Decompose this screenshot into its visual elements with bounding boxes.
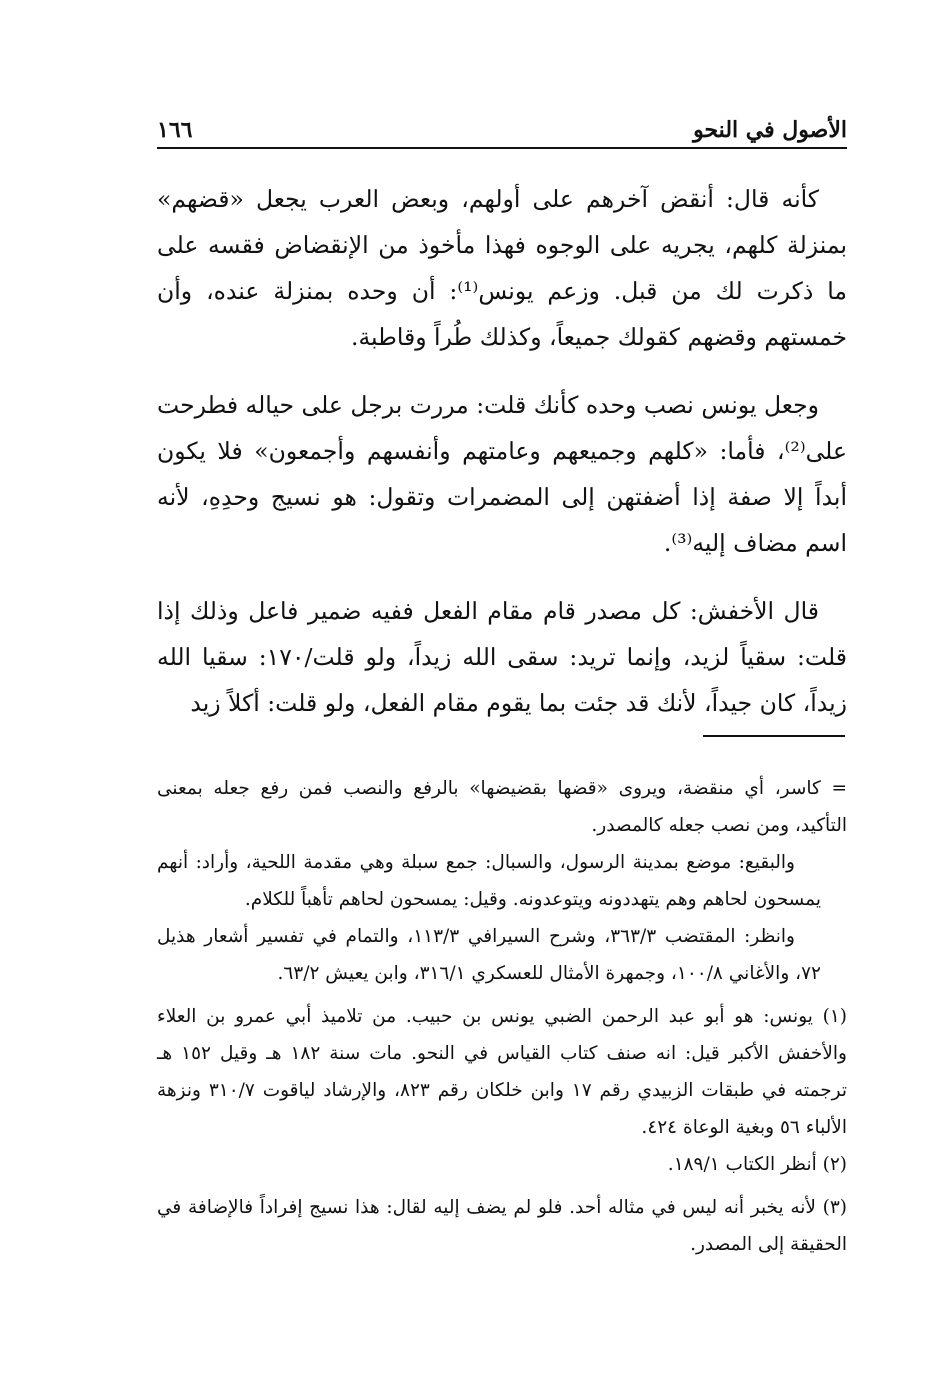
footnote-continuation: = كاسر، أي منقضة، ويروى «قضها بقضيضها» بالرفع والنصب فمن رفع جعله بمعنى التأكيد، ومن نصب جعله كالمصدر. xyxy=(157,778,847,836)
footnote-separator xyxy=(703,735,845,737)
footnote-continuation: والبقيع: موضع بمدينة الرسول، والسبال: جمع سبلة وهي مقدمة اللحية، وأراد: أنهم يمسحون لحاهم وهم يتهددونه ويتوعدونه. وقيل: يمسحون لحاهم تأهباً للكلام. xyxy=(157,852,821,910)
paragraph-2: وجعل يونس نصب وحده كأنك قلت: مررت برجل على حياله فطرحت على⁽²⁾، فأما: «كلهم وجميعهم وعامتهم وأنفسهم وأجمعون» فلا يكون أبداً إلا صفة إذا أضفتهن إلى المضمرات وتقول: هو نسيج وحدِهِ، لأنه اسم مضاف إليه⁽³⁾. xyxy=(157,391,847,557)
footnote-continuation: وانظر: المقتضب ٣٦٣/٣، وشرح السيرافي ١١٣/٣، والتمام في تفسير أشعار هذيل ٧٢، والأغاني ١٠٠/٨، وجمهرة الأمثال للعسكري ٣١٦/١، وابن يعيش ٦٣/٢. xyxy=(157,926,821,984)
paragraph-1: كأنه قال: أنقض آخرهم على أولهم، وبعض العرب يجعل «قضهم» بمنزلة كلهم، يجريه على الوجوه فهذا مأخوذ من الإنقضاض فقسه على ما ذكرت لك من قبل. وزعم يونس⁽¹⁾: أن وحده بمنزلة عنده، وأن خمستهم وقضهم كقولك جميعاً، وكذلك طُراً وقاطبة. xyxy=(157,185,848,351)
main-text xyxy=(157,176,847,748)
footnotes xyxy=(157,770,847,1263)
paragraph-3: قال الأخفش: كل مصدر قام مقام الفعل ففيه ضمير فاعل وذلك إذا قلت: سقياً لزيد، وإنما تريد: سقى الله زيداً، ولو قلت/١٧٠: سقيا الله زيداً، كان جيداً، لأنك قد جئت بما يقوم مقام الفعل، ولو قلت: أكلاً زيد xyxy=(157,597,847,717)
page-number: ١٦٦ xyxy=(157,117,193,143)
footnote-3: (٣) لأنه يخبر أنه ليس في مثاله أحد. فلو لم يضف إليه لقال: هذا نسيج إفراداً فالإضافة في الحقيقة إلى المصدر. xyxy=(157,1197,847,1255)
footnote-2: (٢) أنظر الكتاب ١٨٩/١. xyxy=(667,1154,847,1175)
footnote-1: (١) يونس: هو أبو عبد الرحمن الضبي يونس بن حبيب. من تلاميذ أبي عمرو بن العلاء والأخفش الأكبر قيل: انه صنف كتاب القياس في النحو. مات سنة ١٨٢ هـ وقيل ١٥٢ هـ ترجمته في طبقات الزبيدي رقم ١٧ وابن خلكان رقم ٨٢٣، والإرشاد لياقوت ٣١٠/٧ ونزهة الألباء ٥٦ وبغية الوعاة ٤٢٤. xyxy=(157,1006,847,1138)
page-header xyxy=(157,113,847,149)
running-title: الأصول في النحو xyxy=(693,117,847,143)
